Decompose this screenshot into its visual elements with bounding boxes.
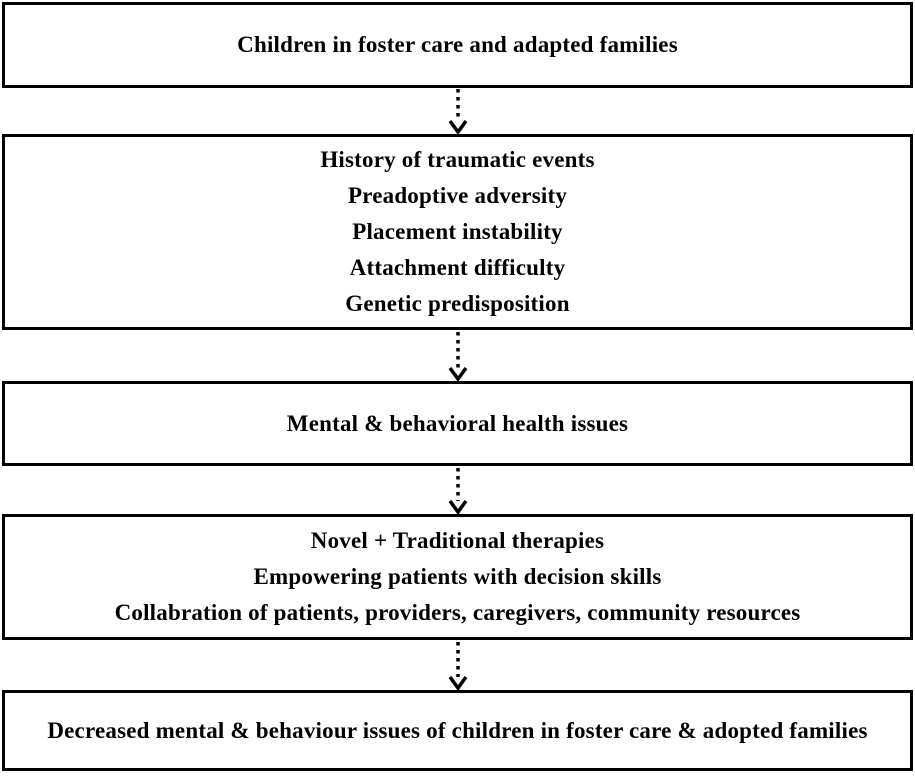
flow-node-interventions [2,514,913,640]
arrow-down-icon [446,641,470,690]
node-text-line: Attachment difficulty [349,255,566,280]
node-text-line: Decreased mental & behaviour issues of children in foster care & adopted families [47,717,868,743]
flow-node-risk-factors [2,134,913,330]
connector-1 [0,88,915,134]
connector-2 [0,330,915,381]
arrow-down-icon [446,467,470,514]
node-text-line: Placement instability [352,219,563,244]
node-text-line: Empowering patients with decision skills [253,564,662,589]
arrow-down-icon [446,331,470,381]
flow-node-children-in-foster-care [2,2,913,88]
connector-3 [0,466,915,514]
connector-4 [0,640,915,690]
node-text-line: Children in foster care and adapted families [237,32,678,57]
node-text-line: Genetic predisposition [345,291,570,316]
flow-node-outcome [2,690,913,771]
flow-node-health-issues [2,381,913,466]
node-text-line: Novel + Traditional therapies [310,528,605,553]
node-text-line: Collabration of patients, providers, caregivers, community resources [114,600,801,625]
node-text-line: History of traumatic events [320,147,595,172]
arrow-down-icon [446,88,470,134]
node-text-line: Preadoptive adversity [347,183,568,208]
node-text-line: Mental & behavioral health issues [286,410,629,436]
